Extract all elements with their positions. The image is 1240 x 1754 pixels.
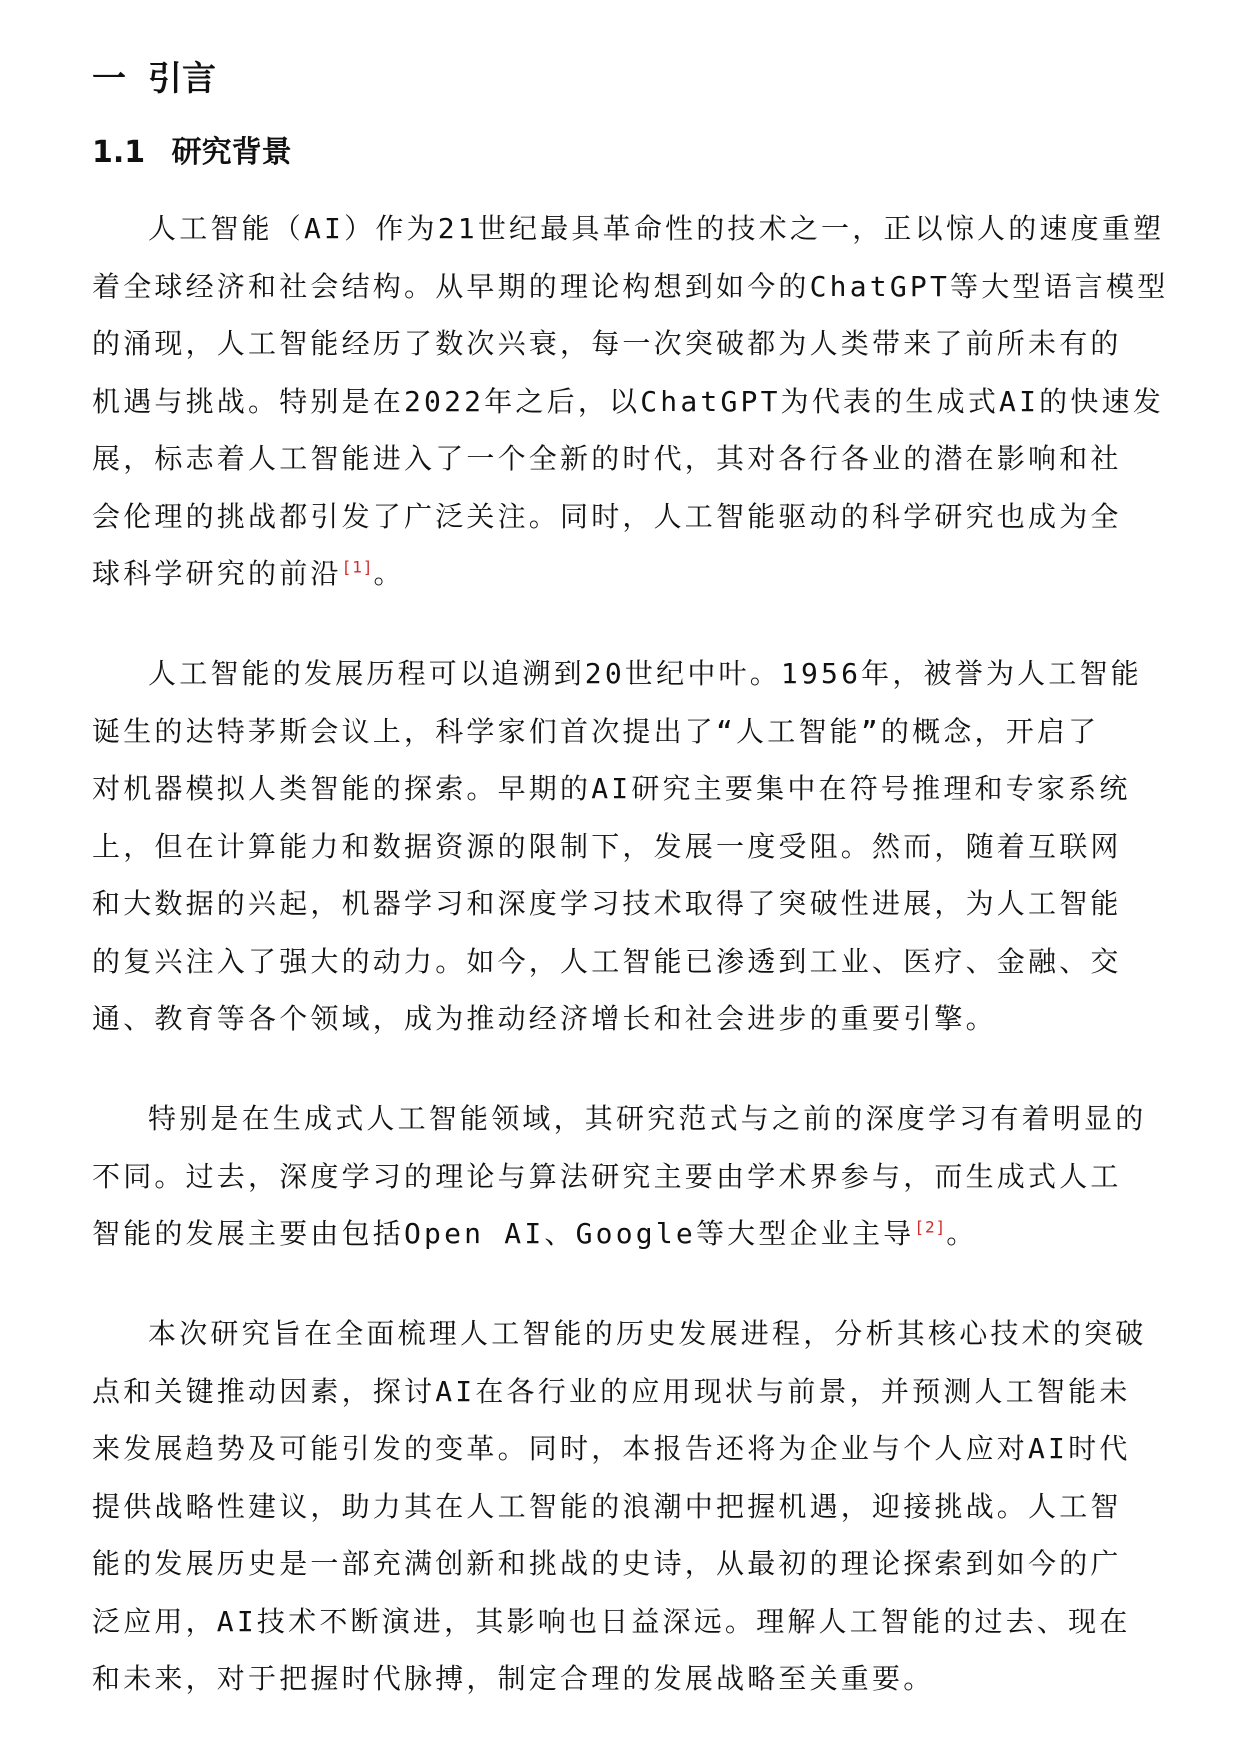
paragraph-line: 不同。过去，深度学习的理论与算法研究主要由学术界参与，而生成式人工	[92, 1159, 1122, 1193]
paragraph-line: 来发展趋势及可能引发的变革。同时，本报告还将为企业与个人应对AI时代	[92, 1432, 1131, 1465]
section-title: 研究背景	[171, 135, 292, 170]
paragraph-line: 机遇与挑战。特别是在2022年之后，以ChatGPT为代表的生成式AI的快速发	[92, 384, 1164, 418]
paragraph-line: 和未来，对于把握时代脉搏，制定合理的发展战略至关重要。	[92, 1662, 935, 1695]
paragraph-line: 人工智能（AI）作为21世纪最具革命性的技术之一，正以惊人的速度重塑	[148, 212, 1165, 245]
paragraph-line: 能的发展历史是一部充满创新和挑战的史诗，从最初的理论探索到如今的广	[92, 1547, 1122, 1580]
body-paragraph	[92, 1305, 1148, 1708]
chapter-heading	[92, 54, 216, 104]
paragraph-line: 的复兴注入了强大的动力。如今，人工智能已渗透到工业、医疗、金融、交	[92, 944, 1122, 978]
body-paragraph	[92, 200, 1169, 603]
paragraph-line: 上，但在计算能力和数据资源的限制下，发展一度受阻。然而，随着互联网	[92, 829, 1122, 863]
paragraph-line: 和大数据的兴起，机器学习和深度学习技术取得了突破性进展，为人工智能	[92, 887, 1122, 920]
chapter-title: 引言	[148, 59, 216, 99]
paragraph-line: 点和关键推动因素，探讨AI在各行业的应用现状与前景，并预测人工智能未	[92, 1374, 1131, 1408]
section-number: 1.1	[92, 135, 146, 170]
sentence-end: 。	[373, 557, 405, 590]
paragraph-line: 的涌现，人工智能经历了数次兴衰，每一次突破都为人类带来了前所未有的	[92, 327, 1122, 360]
citation-link[interactable]: [2]	[914, 1217, 947, 1237]
paragraph-line: 诞生的达特茅斯会议上，科学家们首次提出了“人工智能”的概念，开启了	[92, 714, 1100, 748]
paragraph-line-text: 智能的发展主要由包括Open AI、Google等大型企业主导	[92, 1217, 915, 1250]
paragraph-line: 着全球经济和社会结构。从早期的理论构想到如今的ChatGPT等大型语言模型	[92, 269, 1169, 303]
paragraph-line-with-citation	[92, 545, 1148, 603]
paragraph-line: 泛应用，AI技术不断演进，其影响也日益深远。理解人工智能的过去、现在	[92, 1604, 1131, 1638]
paragraph-line: 提供战略性建议，助力其在人工智能的浪潮中把握机遇，迎接挑战。人工智	[92, 1489, 1122, 1523]
paragraph-line: 本次研究旨在全面梳理人工智能的历史发展进程，分析其核心技术的突破	[148, 1317, 1147, 1350]
paragraph-line: 人工智能的发展历程可以追溯到20世纪中叶。1956年，被誉为人工智能	[148, 657, 1142, 690]
paragraph-line-with-citation	[92, 1205, 1148, 1263]
body-paragraph	[92, 645, 1148, 1048]
paragraph-line: 会伦理的挑战都引发了广泛关注。同时，人工智能驱动的科学研究也成为全	[92, 499, 1122, 533]
body-paragraph	[92, 1090, 1148, 1263]
paragraph-line: 特别是在生成式人工智能领域，其研究范式与之前的深度学习有着明显的	[148, 1102, 1147, 1135]
chapter-number: 一	[92, 59, 126, 99]
paragraph-line: 通、教育等各个领域，成为推动经济增长和社会进步的重要引擎。	[92, 1002, 997, 1035]
citation-link[interactable]: [1]	[341, 557, 374, 577]
paragraph-line-text: 球科学研究的前沿	[92, 557, 342, 590]
paragraph-line: 展，标志着人工智能进入了一个全新的时代，其对各行各业的潜在影响和社	[92, 442, 1122, 475]
paragraph-line: 对机器模拟人类智能的探索。早期的AI研究主要集中在符号推理和专家系统	[92, 772, 1131, 805]
sentence-end: 。	[946, 1217, 978, 1250]
section-heading	[92, 130, 292, 176]
